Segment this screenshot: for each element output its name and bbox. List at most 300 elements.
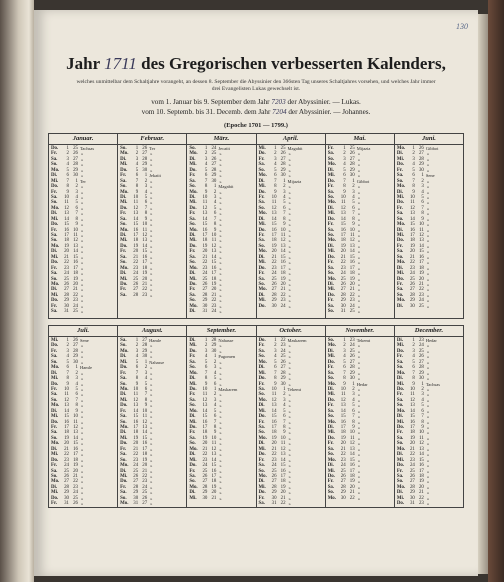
weekday: Mi. — [120, 435, 128, 441]
gregorian-day: 26 — [271, 473, 277, 479]
weekday: Do. — [51, 146, 59, 151]
gregorian-day: 27 — [202, 287, 208, 293]
weekday: Fr. — [258, 419, 265, 425]
ethiopian-month: » — [150, 463, 153, 469]
ethiopian-day: 11 — [349, 435, 355, 441]
ethiopian-day: 10 — [142, 408, 148, 414]
month-header: December. — [395, 326, 463, 337]
weekday: Fr. — [189, 173, 196, 179]
ethiopian-day: 1 — [283, 386, 286, 392]
ethiopian-month: » — [81, 354, 84, 360]
weekday: Fr. — [189, 392, 196, 398]
ethiopian-day: 16 — [211, 468, 217, 474]
gregorian-day: 1 — [343, 146, 346, 151]
weekday: Sa. — [51, 271, 58, 277]
weekday: Di. — [327, 348, 334, 354]
gregorian-day: 24 — [133, 271, 139, 277]
ethiopian-day: 5 — [213, 205, 217, 211]
ethiopian-month: » — [219, 298, 222, 304]
weekday: Sa. — [258, 238, 265, 244]
ethiopian-day: 1 — [352, 178, 355, 184]
weekday: So. — [327, 233, 335, 238]
ethiopian-month: » — [150, 265, 153, 271]
ethiopian-day: 16 — [142, 441, 148, 447]
ethiopian-month: » — [219, 287, 222, 293]
ethiopian-month: » — [357, 446, 360, 452]
weekday: Mo. — [327, 343, 336, 349]
ethiopian-month: » — [426, 156, 430, 162]
weekday: Di. — [258, 254, 265, 260]
gregorian-day: 6 — [343, 365, 346, 371]
gregorian-day: 3 — [66, 348, 69, 354]
ethiopian-month: » — [357, 271, 360, 277]
ethiopian-day: 22 — [280, 501, 286, 507]
ethiopian-day: 4 — [75, 194, 78, 200]
month-column — [49, 326, 118, 507]
gregorian-day: 3 — [274, 348, 277, 354]
weekday: Mi. — [396, 457, 405, 463]
ethiopian-month: » — [426, 167, 430, 173]
ethiopian-month: » — [426, 392, 430, 398]
ethiopian-month: » — [219, 303, 222, 309]
gregorian-day: 16 — [271, 419, 277, 425]
ethiopian-month: » — [219, 178, 222, 184]
weekday: Fr. — [120, 249, 127, 255]
gregorian-day: 25 — [271, 468, 277, 474]
ethiopian-month: » — [426, 194, 430, 200]
ethiopian-day: 10 — [349, 430, 355, 436]
ethiopian-day: 22 — [73, 479, 78, 485]
ethiopian-day: 19 — [73, 463, 78, 469]
gregorian-day: 14 — [409, 408, 415, 414]
weekday: Di. — [258, 365, 265, 371]
weekday: Mi. — [327, 211, 335, 217]
ethiopian-day: 23 — [142, 292, 148, 298]
weekday: So. — [120, 381, 127, 387]
gregorian-day: 11 — [64, 200, 69, 206]
ethiopian-month: » — [219, 189, 222, 195]
weekday: Mi. — [258, 184, 266, 190]
gregorian-day: 3 — [343, 156, 346, 162]
ethiopian-day: 9 — [283, 222, 286, 228]
gregorian-day: 14 — [340, 408, 346, 414]
ethiopian-month: » — [81, 162, 84, 168]
gregorian-day: 28 — [202, 484, 208, 490]
ethiopian-day: 29 — [142, 348, 148, 354]
gregorian-day: 27 — [64, 287, 69, 293]
gregorian-day: 13 — [340, 211, 346, 217]
gregorian-day: 23 — [202, 457, 208, 463]
gregorian-day: 22 — [340, 452, 346, 458]
gregorian-day: 2 — [412, 343, 415, 349]
ethiopian-day: 27 — [73, 343, 78, 349]
ethiopian-month: » — [81, 403, 84, 409]
ethiopian-day: 4 — [421, 397, 424, 403]
weekday: Mo. — [189, 484, 198, 490]
gregorian-day: 26 — [409, 281, 415, 287]
ethiopian-day: 28 — [142, 156, 148, 162]
gregorian-day: 18 — [271, 238, 277, 244]
period-line-1 — [34, 98, 478, 106]
gregorian-day: 17 — [64, 233, 69, 238]
ethiopian-month: » — [426, 151, 430, 157]
weekday: Mi. — [258, 260, 266, 266]
ethiopian-month: » — [357, 370, 360, 376]
gregorian-day: 10 — [409, 386, 415, 392]
ethiopian-day: 30 — [142, 167, 148, 173]
weekday: Mo. — [396, 484, 406, 490]
gregorian-day: 4 — [412, 354, 415, 360]
gregorian-day: 15 — [409, 414, 415, 420]
weekday: So. — [396, 216, 404, 222]
ethiopian-day: 21 — [142, 468, 148, 474]
subtitle: welches unmittelbar dem Schaltjahre vorangeht, an dessen 8. September die Abyssinier den 366sten Tag unseres Schaltjahres vorsehen, und welches Jahr immer drei Evangelisten Lukas gewechselt ist. — [76, 79, 436, 92]
ethiopian-month: » — [288, 408, 291, 414]
ethiopian-month: » — [219, 435, 222, 441]
ethiopian-month: » — [150, 167, 153, 173]
weekday: Di. — [189, 233, 196, 238]
ethiopian-month: » — [357, 156, 360, 162]
weekday: Do. — [120, 205, 128, 211]
weekday: Di. — [189, 338, 196, 343]
gregorian-day: 22 — [64, 452, 69, 458]
gregorian-day: 29 — [409, 490, 415, 496]
ethiopian-month: » — [81, 287, 84, 293]
ethiopian-month: » — [219, 348, 222, 354]
ethiopian-month: Hamle — [80, 365, 92, 371]
weekday: Di. — [327, 463, 334, 469]
gregorian-day: 10 — [133, 194, 139, 200]
gregorian-day: 27 — [133, 287, 139, 293]
weekday: Fr. — [327, 222, 334, 228]
ethiopian-month: Hamle — [149, 338, 162, 343]
ethiopian-month: » — [357, 249, 360, 255]
ethiopian-month: » — [357, 238, 360, 244]
ethiopian-month: » — [150, 151, 153, 157]
ethiopian-month: » — [150, 200, 153, 206]
ethiopian-month: » — [426, 276, 430, 282]
gregorian-day: 14 — [202, 408, 208, 414]
ethiopian-month: » — [81, 281, 84, 287]
weekday: Mo. — [51, 403, 60, 409]
weekday: Sa. — [120, 338, 127, 343]
ethiopian-month: » — [288, 205, 291, 211]
ethiopian-day: 28 — [418, 156, 424, 162]
ethiopian-day: 4 — [283, 194, 286, 200]
ethiopian-day: 6 — [213, 211, 217, 217]
gregorian-day: 23 — [340, 265, 346, 271]
weekday: Di. — [51, 484, 58, 490]
gregorian-day: 9 — [343, 381, 346, 387]
ethiopian-month: » — [150, 348, 153, 354]
ethiopian-month: » — [288, 381, 291, 387]
ethiopian-day: 12 — [73, 425, 78, 430]
ethiopian-day: 11 — [280, 441, 286, 447]
ethiopian-day: 12 — [211, 446, 217, 452]
ethiopian-month: » — [426, 397, 430, 403]
ethiopian-day: 29 — [211, 343, 217, 349]
gregorian-day: 9 — [66, 381, 69, 387]
gregorian-day: 13 — [271, 403, 277, 409]
ethiopian-day: 30 — [280, 173, 286, 179]
ethiopian-day: 18 — [73, 271, 78, 277]
ethiopian-day: 9 — [213, 430, 217, 436]
weekday: Mo. — [189, 227, 198, 233]
ethiopian-month: Gibbot — [425, 146, 439, 151]
ethiopian-day: 16 — [280, 468, 286, 474]
weekday: Sa. — [51, 309, 58, 315]
weekday: Sa. — [327, 484, 335, 490]
weekday: Mi. — [258, 484, 266, 490]
ethiopian-day: 20 — [73, 468, 78, 474]
ethiopian-day: 6 — [213, 414, 217, 420]
ethiopian-month: » — [426, 354, 430, 360]
ethiopian-day: 4 — [283, 403, 286, 409]
ethiopian-month: » — [426, 403, 430, 409]
month-column — [49, 134, 118, 318]
weekday: Mo. — [120, 501, 129, 507]
weekday: Mo. — [327, 457, 336, 463]
ethiopian-day: 23 — [280, 298, 286, 304]
ethiopian-month: » — [357, 298, 360, 304]
ethiopian-month: » — [288, 392, 291, 398]
ethiopian-day: 12 — [280, 446, 286, 452]
ethiopian-day: 6 — [283, 414, 286, 420]
gregorian-day: 9 — [412, 381, 415, 387]
ethiopian-day: 3 — [352, 189, 355, 195]
ethiopian-day: 6 — [213, 381, 217, 387]
ethiopian-month: » — [288, 376, 291, 382]
weekday: So. — [120, 260, 127, 266]
book-binding-left — [0, 0, 34, 582]
ethiopian-month: » — [81, 381, 84, 387]
ethiopian-month: » — [288, 227, 291, 233]
weekday: Mi. — [120, 359, 128, 365]
ethiopian-day: 8 — [352, 216, 355, 222]
gregorian-day: 16 — [133, 419, 139, 425]
gregorian-day: 29 — [133, 490, 139, 496]
gregorian-day: 29 — [64, 490, 69, 496]
period-line-2-pre: vom 10. Septemb. bis 31. Decemb. dem Jahr — [141, 108, 271, 116]
weekday: Sa. — [120, 490, 127, 496]
weekday: Mo. — [51, 479, 60, 485]
ethiopian-month: Tekemt — [287, 386, 301, 392]
ethiopian-month: » — [81, 501, 84, 507]
weekday: Mi. — [189, 162, 197, 168]
ethiopian-month: » — [219, 430, 222, 436]
gregorian-day: 26 — [133, 281, 139, 287]
gregorian-day: 3 — [135, 348, 139, 354]
ethiopian-month: » — [288, 156, 291, 162]
gregorian-day: 5 — [274, 167, 277, 173]
gregorian-day: 17 — [64, 425, 69, 430]
ethiopian-day: 12 — [280, 238, 286, 244]
ethiopian-month: » — [288, 265, 291, 271]
gregorian-day: 29 — [64, 298, 69, 304]
period-line-2 — [34, 108, 478, 116]
gregorian-day: 26 — [202, 473, 208, 479]
ethiopian-day: 23 — [418, 292, 424, 298]
weekday: Fr. — [396, 430, 403, 436]
gregorian-day: 2 — [204, 151, 208, 157]
ethiopian-day: 13 — [349, 446, 355, 452]
gregorian-day: 20 — [409, 249, 415, 255]
ethiopian-month: » — [426, 473, 430, 479]
weekday: Mi. — [120, 162, 128, 168]
gregorian-day: 5 — [412, 167, 415, 173]
ethiopian-month: » — [219, 194, 222, 200]
gregorian-day: 25 — [409, 276, 415, 282]
ethiopian-day: 21 — [73, 473, 78, 479]
ethiopian-month: » — [219, 162, 222, 168]
ethiopian-day: 10 — [418, 222, 424, 228]
weekday: Do. — [51, 495, 59, 501]
ethiopian-month: » — [357, 457, 360, 463]
ethiopian-day: 20 — [418, 484, 424, 490]
weekday: So. — [189, 260, 196, 266]
weekday: Mo. — [258, 397, 267, 403]
gregorian-day: 22 — [271, 260, 277, 266]
ethiopian-day: 22 — [349, 292, 355, 298]
weekday: Mi. — [51, 452, 59, 458]
weekday: Sa. — [120, 376, 127, 382]
month-header: April. — [257, 134, 325, 145]
gregorian-day: 7 — [135, 178, 139, 184]
weekday: Di. — [51, 249, 58, 255]
gregorian-day: 14 — [409, 216, 415, 222]
ethiopian-month: » — [288, 184, 291, 190]
gregorian-day: 26 — [133, 473, 139, 479]
ethiopian-day: 7 — [421, 414, 424, 420]
ethiopian-day: 8 — [421, 211, 424, 217]
gregorian-day: 9 — [274, 381, 277, 387]
ethiopian-month: » — [219, 173, 222, 179]
ethiopian-day: 10 — [211, 435, 217, 441]
ethiopian-day: 2 — [421, 178, 424, 184]
weekday: So. — [327, 309, 335, 315]
ethiopian-month: » — [219, 441, 222, 447]
ethiopian-month: » — [288, 216, 291, 222]
weekday: Di. — [258, 441, 265, 447]
ethiopian-month: » — [288, 249, 291, 255]
month-header: Juli. — [49, 326, 117, 337]
ethiopian-day: 10 — [418, 430, 424, 436]
ethiopian-day: 14 — [418, 243, 424, 249]
weekday: Do. — [258, 303, 266, 309]
ethiopian-month: » — [150, 452, 153, 458]
gregorian-day: 3 — [204, 156, 208, 162]
ethiopian-month: » — [81, 227, 84, 233]
ethiopian-day: 7 — [144, 392, 148, 398]
ethiopian-day: 27 — [73, 156, 78, 162]
ethiopian-month: Gibbot — [356, 178, 370, 184]
gregorian-day: 19 — [409, 435, 415, 441]
ethiopian-day: 18 — [349, 473, 355, 479]
day-row — [120, 501, 185, 506]
ethiopian-day: 17 — [418, 468, 424, 474]
month-header: November. — [326, 326, 394, 337]
page-title — [34, 54, 478, 74]
ethiopian-month: » — [426, 265, 430, 271]
ethiopian-day: 3 — [144, 370, 148, 376]
weekday: Di. — [396, 338, 403, 343]
ethiopian-day: 4 — [213, 403, 217, 409]
ethiopian-day: 5 — [421, 403, 424, 409]
ethiopian-day: 29 — [73, 354, 78, 360]
weekday: So. — [396, 292, 404, 298]
gregorian-day: 8 — [343, 184, 346, 190]
ethiopian-month: » — [357, 211, 360, 217]
weekday: Fr. — [396, 468, 403, 474]
gregorian-day: 25 — [133, 276, 139, 282]
weekday: Di. — [396, 452, 403, 458]
ethiopian-day: 5 — [213, 408, 217, 414]
ethiopian-month: » — [288, 354, 291, 360]
month-column — [395, 134, 463, 318]
gregorian-day: 15 — [133, 414, 139, 420]
gregorian-day: 1 — [343, 338, 346, 343]
ethiopian-day: 29 — [349, 167, 355, 173]
weekday: Do. — [120, 281, 128, 287]
gregorian-day: 25 — [64, 276, 69, 282]
weekday: Mi. — [258, 146, 266, 151]
ethiopian-day: 9 — [75, 408, 78, 414]
weekday: So. — [120, 495, 127, 501]
ethiopian-day: 19 — [211, 281, 217, 287]
gregorian-day: 4 — [66, 162, 69, 168]
ethiopian-month: » — [357, 392, 360, 398]
gregorian-day: 22 — [340, 260, 346, 266]
gregorian-day: 3 — [412, 156, 415, 162]
ethiopian-day: 14 — [349, 452, 355, 458]
period-line-2-post: der Abyssinier. — Johannes. — [288, 108, 371, 116]
weekday: Fr. — [327, 403, 334, 409]
ethiopian-day: 3 — [283, 189, 286, 195]
ethiopian-month: » — [426, 205, 430, 211]
month-column — [257, 326, 326, 507]
weekday: Mo. — [120, 265, 129, 271]
ethiopian-month: » — [81, 484, 84, 490]
ethiopian-month: » — [219, 292, 222, 298]
gregorian-day: 23 — [202, 265, 208, 271]
ethiopian-month: » — [219, 414, 222, 420]
weekday: Mo. — [327, 381, 336, 387]
gregorian-day: 6 — [66, 173, 69, 179]
gregorian-day: 21 — [409, 254, 415, 260]
gregorian-day: 15 — [340, 414, 346, 420]
gregorian-day: 20 — [340, 249, 346, 255]
title-suffix: des Gregorischen verbesserten Kalenders, — [141, 54, 446, 73]
ethiopian-day: 23 — [73, 298, 78, 304]
ethiopian-day: 24 — [73, 490, 78, 496]
ethiopian-day: 6 — [421, 408, 424, 414]
ethiopian-month: » — [219, 403, 222, 409]
weekday: Di. — [120, 354, 127, 360]
ethiopian-day: 10 — [211, 233, 217, 238]
page-number: 130 — [456, 22, 468, 31]
ethiopian-day: 11 — [142, 227, 148, 233]
weekday: Fr. — [189, 430, 196, 436]
gregorian-day: 25 — [202, 276, 208, 282]
ethiopian-day: 3 — [421, 184, 424, 190]
ethiopian-day: 19 — [142, 457, 148, 463]
ethiopian-month: » — [81, 276, 84, 282]
gregorian-day: 15 — [64, 222, 69, 228]
weekday: Mi. — [396, 419, 405, 425]
gregorian-day: 16 — [202, 419, 208, 425]
weekday: So. — [120, 419, 127, 425]
weekday: Do. — [120, 365, 128, 371]
